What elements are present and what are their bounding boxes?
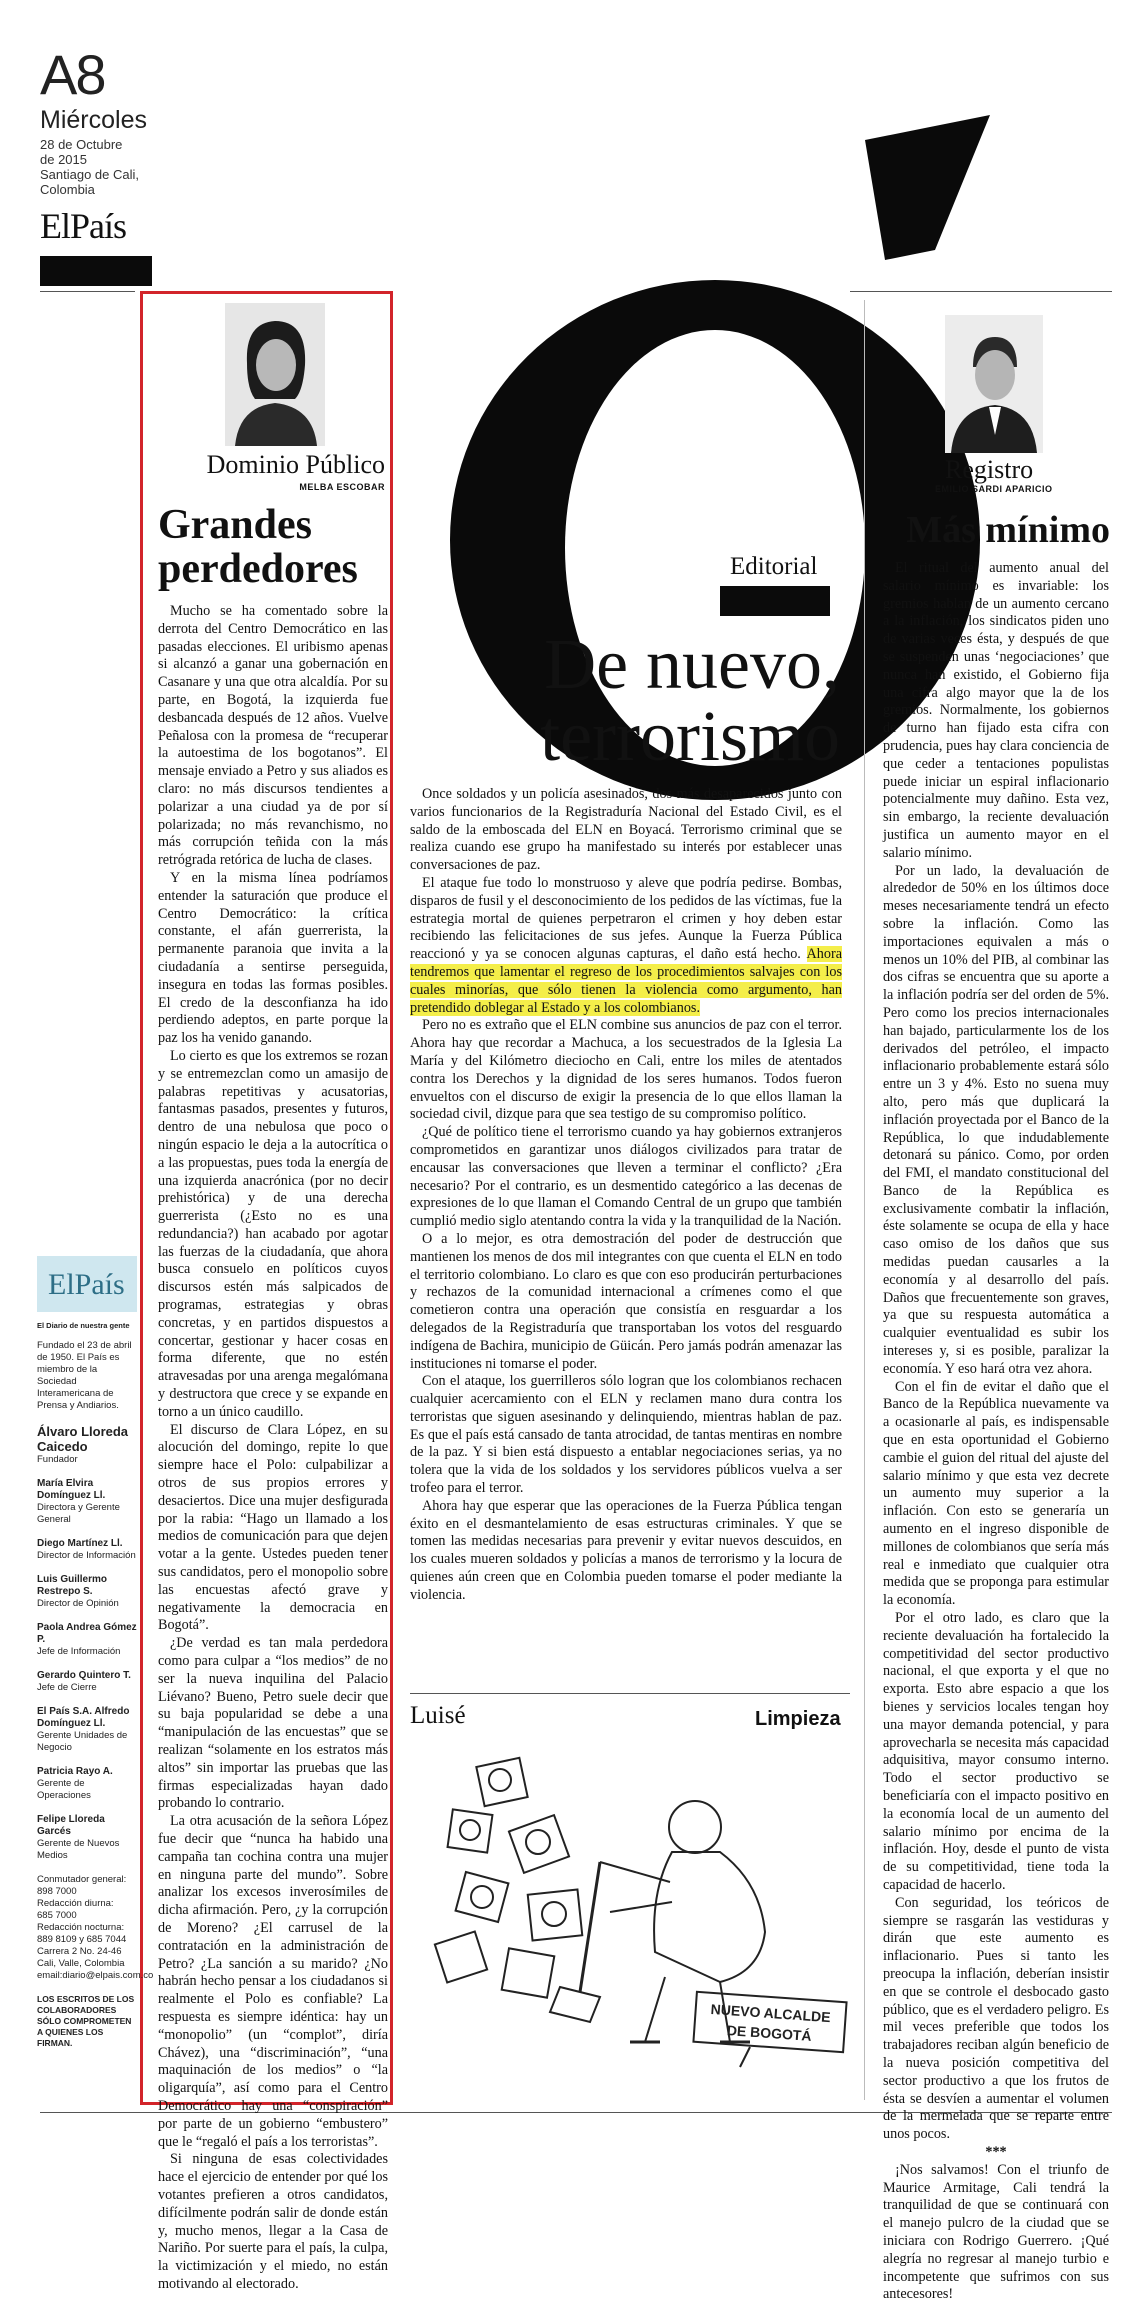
body-paragraph: Pero no es extraño que el ELN combine sus anuncios de paz con el terror. Ahora hay que recordar a Machuca, a los secuestrados de la Iglesia La María y del Kilómetro dieciocho en Cali, entre los miles de atentados contra los Derechos y la dignidad de los seres humanos. Todos fueron envueltos con el discurso de exigir la presencia de lo que ellos llaman la sociedad civil, dizque para que sea testigo de su compromiso político. bbox=[410, 1017, 842, 1123]
column-divider bbox=[864, 300, 865, 2100]
column-author: MELBA ESCOBAR bbox=[299, 482, 385, 492]
page-number: A8 bbox=[40, 43, 105, 106]
dateline-country: Colombia bbox=[40, 182, 95, 197]
body-paragraph: Con el fin de evitar el daño que el Banco de la República nuevamente va a ocasionarle al país, es indispensable que en esta oportunidad el Gobierno cambie el guion del ritual del ajuste del salario mínimo y que esta vez decrete un aumento muy superior a la inflación. Con esto se generaría un aumento en el ingreso disponible de millones de colombianos que sería más real e inmediato que cualquier otra medida que se proponga para estimular la economía. bbox=[883, 1378, 1109, 1609]
dateline-year: de 2015 bbox=[40, 152, 87, 167]
editorial-kicker: Editorial bbox=[730, 553, 818, 580]
column-headline bbox=[158, 503, 388, 591]
highlighted-text: Ahora tendremos que lamentar el regreso de los procedimientos salvajes con los cuales minorías, que sólo tienen la violencia como argumento, han pretendido doblegar al Estado y a los colombianos. bbox=[410, 946, 842, 1016]
editorial-body bbox=[410, 786, 842, 1605]
editorial-headline bbox=[410, 624, 840, 776]
contact-email: email:diario@elpais.com.co bbox=[37, 1970, 154, 1981]
top-rule-right bbox=[850, 291, 1112, 292]
body-paragraph: Once soldados y un policía asesinados, dos más desaparecidos junto con varios funcionarios de la Registraduría Nacional del Estado Civil, es el saldo de la emboscada del ELN en Boyacá. Terrorismo criminal que se realiza cuando ese grupo ha manifestado su interés por establecer unas conversaciones de paz. bbox=[410, 786, 842, 874]
contact-line: Redacción diurna: bbox=[37, 1898, 114, 1909]
contact-line: 685 7000 bbox=[37, 1910, 77, 1921]
cartoon-sign-line: DE BOGOTÁ bbox=[726, 2022, 813, 2044]
staff-founded: Fundado el 23 de abril de 1950. El País es miembro de la Sociedad Interamericana de Prensa y Andiarios. bbox=[37, 1340, 132, 1411]
column-author: EMILIO SARDI APARICIO bbox=[935, 484, 1053, 494]
body-paragraph: ¡Nos salvamos! Con el triunfo de Maurice Armitage, Cali tendrá la tranquilidad de que se continuará con el manejo pulcro de la ciudad que se iniciara con Rodrigo Guerrero. ¡Qué alegría no regresar al manejo turbio e incompetente que sufrimos con sus antecesores! bbox=[883, 2161, 1109, 2303]
staff-name: María Elvira Domínguez Ll. bbox=[37, 1478, 106, 1501]
contact-line: Cali, Valle, Colombia bbox=[37, 1958, 125, 1969]
body-paragraph: Si ninguna de esas colectividades hace el ejercicio de entender por qué los votantes prefieren a otros candidatos, difícilmente podrán salir de donde están y, mucho menos, llegar a la Casa de Nariño. Por suerte para el país, la culpa, la victimización y el miedo, no están motivando al electorado. bbox=[158, 2151, 388, 2292]
cartoon-title: Limpieza bbox=[755, 1708, 841, 1730]
body-paragraph: Y en la misma línea podríamos entender la saturación que produce el Centro Democrático: la crítica constante, el afán guerrerista, la permanente paranoia que invita a la ciudadanía a sentirse perseguida, insegura en todas las formas posibles. El credo de la desconfianza ha ido perdiendo adeptos, en parte porque la paz los ha venido ganando. bbox=[158, 869, 388, 1047]
cartoon-author: Luisé bbox=[410, 1702, 466, 1729]
staff-role: Director de Opinión bbox=[37, 1598, 119, 1609]
body-paragraph: Con seguridad, los teóricos de siempre se rasgarán las vestiduras y dirán que este aumento es inflacionario. Pues si tanto les preocupa la inflación, deberían insistir en que se controle el desbocado gasto público, que es el verdadero peligro. Es mil veces preferible que todos los trabajadores reciban algún beneficio de la nueva posición competitiva del sector productivo a que los frutos de ésta se desvíen a aumentar el volumen de la mermelada que se reparte entre unos pocos. bbox=[883, 1894, 1109, 2143]
body-paragraph: El ritual del aumento anual del salario mínimo es invariable: los gremios hablan de un aumento cercano a la inflación, los sindicatos piden uno de varias veces ésta, y después de que se suspenden unas ‘negociaciones’ que nunca han existido, el Gobierno fija una cifra algo mayor que la de los gremios. Normalmente, los gobiernos de turno han fijado esta cifra con prudencia, pues hay clara conciencia de que ceder a tentaciones populistas puede iniciar un espiral inflacionario potencialmente muy dañino. Esta vez, sin embargo, la reciente devaluación justifica un aumento mayor en el salario mínimo. bbox=[883, 560, 1109, 861]
editorial-bar bbox=[720, 586, 830, 616]
staff-name: Gerardo Quintero T. bbox=[37, 1670, 131, 1681]
author-photo bbox=[945, 315, 1043, 453]
body-paragraph: El discurso de Clara López, en su alocución del domingo, repite lo que siempre hace el Polo: culpabilizar a otros de sus propios errores y desaciertos. Dice una mujer desfigurada por la rabia: “Hago un llamado a los medios de comunicación para que dejen votar a la gente. Ustedes pueden tener sus candidatos, pero el monopolio sobre las encuestas afectó grave y negativamente la democracia en Bogotá”. bbox=[158, 1421, 388, 1634]
body-paragraph: O a lo mejor, es otra demostración del poder de destrucción que mantienen los menos de dos mil integrantes con que cuenta el ELN en todo el territorio colombiano. Lo claro es que con eso producirán perturbaciones y rechazos de la comunidad internacional a crímenes como el que cometieron contra una operación que consistía en resguardar a los delegados de la Registraduría que transportaban los votos del resguardo indígena de Bachira, municipio de Güicán. Pero jamás podrán amenazar las instituciones ni tomarse el poder. bbox=[410, 1230, 842, 1372]
dateline-city: Santiago de Cali, bbox=[40, 167, 140, 182]
body-paragraph: Ahora hay que esperar que las operaciones de la Fuerza Pública tengan éxito en el desmantelamiento de esas estructuras criminales. Y que se tomen las medidas necesarias para prevenir y evitar nuevos descuidos, en los cuales mueren soldados y policías a manos de terrorismo y la locura de quienes aún creen que en Colombia pueden tomarse el poder mediante la violencia. bbox=[410, 1497, 842, 1603]
staff-tagline: El Diario de nuestra gente bbox=[37, 1321, 130, 1330]
headline-line: Grandes bbox=[158, 502, 313, 548]
body-paragraph: Con el ataque, los guerrilleros sólo logran que los colombianos rechacen cualquier acercamiento con el ELN y reclamen mano dura contra los terroristas que siguen asesinando y delinquiendo, mientras hablan de paz. Es que el país está cansado de tanta atrocidad, de tantas mentiras en nombre de la paz. Y si bien está dispuesto a entablar negociaciones serias, ya no tolera que la vida de los soldados y los servidores públicos vuelva a ser trofeo para el terror. bbox=[410, 1373, 842, 1497]
body-paragraph: Por el otro lado, es claro que la reciente devaluación ha fortalecido la competitividad del sector productivo nacional, el que exporta y el que no exporta. Esto abre espacio a que los bienes y servicios locales tengan hoy una mayor demanda potencial, y para aprovecharla se necesita más capacidad adquisitiva, mayor consumo interno. Todo el sector productivo se beneficiaría con el impacto positivo en la economía local de un aumento del salario mínimo por encima de la inflación. Hoy, desde el punto de vista de su competitividad, tiene toda la capacidad de hacerlo. bbox=[883, 1610, 1109, 1893]
staff-logo: ElPaís bbox=[48, 1268, 125, 1301]
body-paragraph: Lo cierto es que los extremos se rozan y se entremezclan como un amasijo de palabras repetitivas y acusatorias, fantasmas pasados, presentes y futuros, dentro de una nebulosa que poco o ningún espacio le deja a la autocrítica o a las propuestas, pues toda la energía de una izquierda anacrónica (por no decir prehistórica) y de una derecha guerrerista (¿Esto no es una redundancia?) han acabado por agotar las fuerzas de la ciudadanía, que ahora busca consuelo en políticos cuyos discursos estén más salpicados de programas, estrategias y obras concretas, y en partidos dispuestos a concertar, gestionar y hacer cosas en forma diferente, que no estén atravesadas por una arenga megalómana y destructora que crece y se expande en torno a un único caudillo. bbox=[158, 1047, 388, 1420]
author-photo bbox=[225, 303, 325, 446]
contact-line: Conmutador general: bbox=[37, 1874, 127, 1885]
founder-role: Fundador bbox=[37, 1454, 78, 1465]
paragraph-text: El ataque fue todo lo monstruoso y aleve que podría pedirse. Bombas, disparos de fusil y el desconocimiento de los pedidos de las víctimas, fue la estrategia mortal de quienes perpetraron el crimen y hoy deben estar recibiendo las felicitaciones de sus jefes. Aunque la Fuerza Pública reaccionó y ya se conocen algunas capturas, el daño está hecho. bbox=[410, 874, 842, 963]
column-body bbox=[883, 560, 1109, 2304]
staff-name: Diego Martínez Ll. bbox=[37, 1538, 123, 1549]
top-rule-left bbox=[40, 291, 135, 292]
staff-role: Gerente Unidades de Negocio bbox=[37, 1730, 128, 1753]
body-paragraph: La otra acusación de la señora López fue decir que “nunca ha habido una campaña tan cochina contra una mujer en ninguna parte del mundo”. Sobre analizar los excesos inverosímiles de dicha afirmación. Pero, ¿y la corrupción de Moreno? ¿El carrusel de la contratación en la administración de Petro? ¿La sanción a su marido? ¿No habrán hecho pensar a los ciudadanos si realmente el Polo es confiable? La respuesta es siempre idéntica: hay un “monopolio” (un “complot”, diría Chávez), una “discriminación”, “una maquinación de los medios” o “la oligarquía”, así como para el Centro Democrático hay una “conspiración” por parte de un gobierno “embustero” que le “regaló el país a los terroristas”. bbox=[158, 1813, 388, 2150]
cartoon-sign-line: NUEVO ALCALDE bbox=[710, 2000, 832, 2026]
staff-name: Luis Guillermo Restrepo S. bbox=[37, 1574, 108, 1597]
staff-name: Felipe Lloreda Garcés bbox=[37, 1814, 105, 1837]
headline-line: perdedores bbox=[158, 546, 358, 592]
staff-role: Jefe de Información bbox=[37, 1646, 121, 1657]
staff-role: Gerente de Operaciones bbox=[37, 1778, 91, 1801]
body-paragraph: Mucho se ha comentado sobre la derrota del Centro Democrático en las pasadas elecciones. El uribismo apenas si alcanzó a ganar una gobernación en Casanare y una que otra alcaldía. Por su parte, en Bogotá, la izquierda fue desbancada después de 12 años. Vuelve Peñalosa con la promesa de “recuperar la autoestima de los bogotanos”. El mensaje enviado a Petro y sus aliados es claro: no más discursos tendientes a polarizar a una ciudad ya de por sí polarizada; no más revanchismo, no más corrupción teñida con la más retrógrada retórica de lucha de clases. bbox=[158, 603, 388, 869]
brand-bar bbox=[40, 256, 152, 286]
body-paragraph: Por un lado, la devaluación de alrededor de 50% en los últimos doce meses necesariamente tendrá un efecto sobre la inflación. Como las importaciones equivalen a más o menos un 10% del PIB, al combinar las dos cifras se encuentra que su aporte a la inflación podría ser del orden de 5%. Pero como los precios internacionales han bajado, particularmente los de los derivados del petróleo, el impacto inflacionario probablemente estará sólo entre un 3 y 4%. Esto no suena muy alto, pero más que duplicará la inflación proyectada por el Banco de la República, lo que indudablemente detonará su pánico. Como, por orden del FMI, el mandato constitucional del Banco de la República es exclusivamente combatir la inflación, éste solamente se ocupa de ella y hace caso omiso de los daños que sus medidas puedan causarles a la economía y al desarrollo del país. Daños que frecuentemente son graves, ya que su respuesta automática a cualquier eventualidad es subir los intereses y, si es posible, paralizar la economía. Y eso hará otra vez ahora. bbox=[883, 862, 1109, 1377]
column-headline: Más mínimo bbox=[906, 509, 1110, 551]
contact-line: Redacción nocturna: bbox=[37, 1922, 125, 1933]
section-separator: *** bbox=[985, 2143, 1007, 2160]
weekday: Miércoles bbox=[40, 106, 147, 134]
body-paragraph bbox=[410, 875, 842, 1017]
column-name: Dominio Público bbox=[206, 450, 385, 479]
staff-role: Director de Información bbox=[37, 1550, 136, 1561]
body-paragraph: ¿De verdad es tan mala perdedora como para culpar a “los medios” de no ser la nueva inquilina del Palacio Liévano? Bueno, Petro suele decir que su baja popularidad se debe a una “manipulación de las encuestas” que se realizan “solamente en los estratos más altos” sin importar las pruebas que las firmas especializadas hayan dado probando lo contrario. bbox=[158, 1635, 388, 1812]
column-name: Registro bbox=[945, 455, 1034, 484]
staff-box bbox=[37, 1320, 154, 2049]
contact-line: Carrera 2 No. 24-46 bbox=[37, 1946, 122, 1957]
dateline-date: 28 de Octubre bbox=[40, 137, 123, 152]
staff-role: Gerente de Nuevos Medios bbox=[37, 1838, 120, 1861]
founder-name: Álvaro Lloreda Caicedo bbox=[37, 1424, 129, 1454]
staff-name: Patricia Rayo A. bbox=[37, 1766, 113, 1777]
headline-line: De nuevo, bbox=[544, 624, 840, 704]
staff-role: Directora y Gerente General bbox=[37, 1502, 120, 1525]
contact-line: 889 8109 y 685 7044 bbox=[37, 1934, 127, 1945]
cartoon-rule bbox=[410, 1693, 850, 1694]
contact-line: 898 7000 bbox=[37, 1886, 77, 1897]
staff-role: Jefe de Cierre bbox=[37, 1682, 97, 1693]
staff-disclaimer: LOS ESCRITOS DE LOS COLABORADORES SÓLO COMPROMETEN A QUIENES LOS FIRMAN. bbox=[37, 1994, 135, 2048]
brand-logo: ElPaís bbox=[40, 206, 127, 246]
body-paragraph: ¿Qué de político tiene el terrorismo cuando ya hay gobiernos extranjeros comprometidos en garantizar unos diálogos civilizados para tratar de encausar las conversaciones que lleven a terminar el conflicto? ¿Era necesario? Por el contrario, es un desmentido categórico a las decenas de expresiones de lo que llaman el Comando Central de un grupo que también cumplió medio siglo atentando contra la vida y la tranquilidad de la Nación. bbox=[410, 1124, 842, 1230]
staff-name: Paola Andrea Gómez P. bbox=[37, 1622, 137, 1645]
cartoon-drawing bbox=[420, 1742, 850, 2072]
column-body bbox=[158, 603, 388, 2294]
headline-line: terrorismo bbox=[540, 696, 840, 776]
staff-name: El País S.A. Alfredo Domínguez Ll. bbox=[37, 1706, 130, 1729]
